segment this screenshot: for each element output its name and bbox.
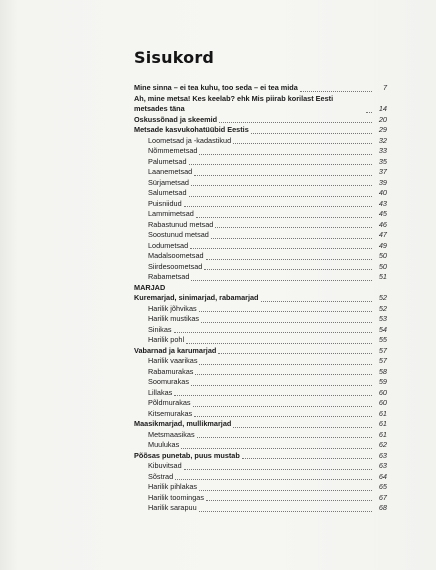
dot-leader <box>218 353 372 354</box>
toc-entry-label: Sinikas <box>148 324 172 334</box>
toc-entry <box>134 440 387 451</box>
toc-entry <box>134 115 387 126</box>
toc-entry <box>134 230 387 241</box>
toc-entry-page-number: 35 <box>378 156 387 166</box>
dot-leader <box>206 500 372 501</box>
toc-entry-page-number: 68 <box>378 503 387 512</box>
toc-entry-label: Harilik vaarikas <box>148 356 198 365</box>
dot-leader <box>194 416 372 417</box>
toc-entry-page-number: 57 <box>378 356 387 365</box>
dot-leader <box>215 227 372 228</box>
toc-entry-label: Puisniidud <box>148 198 182 208</box>
toc-entry-page-number: 7 <box>382 83 387 92</box>
toc-entry <box>134 304 387 315</box>
dot-leader <box>199 490 372 491</box>
toc-entry <box>134 493 387 504</box>
toc-entry-page-number: 54 <box>378 324 387 334</box>
toc-entry-page-number: 52 <box>378 293 387 302</box>
toc-entry <box>134 325 387 336</box>
dot-leader <box>194 175 372 176</box>
dot-leader <box>189 164 372 165</box>
toc-entry-label: Maasikmarjad, mullikmarjad <box>134 419 232 428</box>
dot-leader <box>174 395 372 396</box>
dot-leader <box>366 112 372 113</box>
toc-entry <box>134 451 387 462</box>
toc-entry-page-number: 57 <box>378 345 387 355</box>
toc-entry-page-number: 40 <box>378 188 387 197</box>
toc-entry <box>134 251 387 262</box>
dot-leader <box>174 332 372 333</box>
dot-leader <box>186 343 372 344</box>
dot-leader <box>181 448 372 449</box>
dot-leader <box>206 259 372 260</box>
toc-entry-page-number: 51 <box>378 272 387 281</box>
toc-entry-page-number: 49 <box>378 240 387 250</box>
toc-entry <box>134 83 387 94</box>
dot-leader <box>191 185 372 186</box>
toc-entry-page-number: 58 <box>378 366 387 376</box>
toc-entry-page-number: 67 <box>378 492 387 502</box>
toc-entry-page-number: 60 <box>378 387 387 397</box>
dot-leader <box>300 91 372 92</box>
toc-entry <box>134 209 387 220</box>
toc-entry-page-number: 45 <box>378 209 387 218</box>
toc-entry <box>134 503 387 514</box>
toc-entry-label: Kibuvitsad <box>148 461 182 470</box>
toc-entry <box>134 199 387 210</box>
toc-entry-label: Rabamurakas <box>148 366 194 376</box>
toc-entry-page-number: 20 <box>378 114 387 124</box>
toc-entry-label: Sõstrad <box>148 471 174 481</box>
toc-entry-label: Lillakas <box>148 387 173 397</box>
toc-entry-label: Palumetsad <box>148 156 187 166</box>
toc-entry-label: MARJAD <box>134 282 166 292</box>
dot-leader <box>199 311 372 312</box>
toc-entry-page-number: 63 <box>378 450 387 460</box>
toc-entry <box>134 482 387 493</box>
dot-leader <box>242 458 372 459</box>
toc-entry <box>134 314 387 325</box>
toc-entry-page-number: 29 <box>378 125 387 134</box>
toc-entry-page-number: 46 <box>378 219 387 229</box>
table-of-contents <box>134 83 387 514</box>
toc-entry-label: Lammimetsad <box>148 209 194 218</box>
toc-entry-page-number: 53 <box>378 314 387 323</box>
dot-leader <box>199 364 372 365</box>
toc-entry-page-number: 37 <box>378 167 387 176</box>
toc-entry-page-number: 14 <box>378 104 387 113</box>
toc-entry-label: Harilik mustikas <box>148 314 200 323</box>
toc-entry-page-number: 64 <box>378 471 387 481</box>
toc-entry <box>134 125 387 136</box>
toc-entry-label: Metsmaasikas <box>148 429 195 439</box>
toc-entry-page-number: 61 <box>378 429 387 439</box>
dot-leader <box>211 238 372 239</box>
toc-entry-label: Soostunud metsad <box>148 230 209 239</box>
toc-entry-label: Salumetsad <box>148 188 187 197</box>
toc-entry-page-number: 50 <box>378 251 387 260</box>
dot-leader <box>184 469 372 470</box>
dot-leader <box>196 217 372 218</box>
toc-entry-page-number: 62 <box>378 440 387 449</box>
toc-entry <box>134 335 387 346</box>
toc-entry <box>134 167 387 178</box>
toc-entry-page-number: 55 <box>378 335 387 344</box>
dot-leader <box>199 511 372 512</box>
dot-leader <box>251 133 372 134</box>
dot-leader <box>261 301 372 302</box>
dot-leader <box>204 269 372 270</box>
toc-entry-page-number: 50 <box>378 261 387 271</box>
toc-entry-page-number: 33 <box>378 146 387 155</box>
toc-entry-label: Sürjametsad <box>148 177 189 187</box>
toc-entry-label: Mine sinna – ei tea kuhu, too seda – ei tea mida <box>134 83 298 92</box>
toc-entry-page-number: 65 <box>378 482 387 491</box>
toc-entry <box>134 178 387 189</box>
dot-leader <box>175 479 372 480</box>
dot-leader <box>195 374 372 375</box>
toc-entry <box>134 146 387 157</box>
toc-entry-label: Harilik toomingas <box>148 492 204 502</box>
toc-entry <box>134 188 387 199</box>
toc-entry <box>134 472 387 483</box>
toc-entry-label: Vabarnad ja karumarjad <box>134 345 217 355</box>
toc-entry <box>134 241 387 252</box>
toc-entry-page-number: 47 <box>378 230 387 239</box>
dot-leader <box>233 143 372 144</box>
dot-leader <box>184 206 372 207</box>
toc-entry <box>134 94 387 115</box>
toc-entry-label: Oskussõnad ja skeemid <box>134 114 218 124</box>
dot-leader <box>193 406 372 407</box>
toc-entry-page-number: 52 <box>378 303 387 313</box>
toc-entry-page-number: 60 <box>378 398 387 407</box>
dot-leader <box>233 427 372 428</box>
toc-entry-label: Metsade kasvukohatüübid Eestis <box>134 125 249 134</box>
toc-entry-page-number: 61 <box>378 419 387 428</box>
toc-entry-label: Harilik jõhvikas <box>148 303 197 313</box>
toc-entry <box>134 430 387 441</box>
toc-entry-label: Harilik sarapuu <box>148 503 197 512</box>
toc-entry-page-number: 61 <box>378 408 387 418</box>
toc-entry-page-number: 32 <box>378 135 387 145</box>
toc-entry <box>134 398 387 409</box>
toc-entry-label: Nõmmemetsad <box>148 146 198 155</box>
toc-entry-label: Loometsad ja -kadastikud <box>148 135 232 145</box>
toc-entry-label: Muulukas <box>148 440 180 449</box>
toc-entry-label: Harilik pohl <box>148 335 185 344</box>
toc-entry <box>134 136 387 147</box>
toc-entry-label: Siirdesoometsad <box>148 261 203 271</box>
toc-entry <box>134 419 387 430</box>
toc-entry-label: Laanemetsad <box>148 167 193 176</box>
page-title: Sisukord <box>134 48 215 67</box>
toc-entry-label: Ah, mine metsa! Kes keelab? ehk Mis piirab korilast Eesti metsades täna <box>134 93 334 113</box>
toc-entry-page-number: 39 <box>378 177 387 187</box>
toc-entry <box>134 293 387 304</box>
toc-entry <box>134 262 387 273</box>
dot-leader <box>197 437 372 438</box>
toc-entry <box>134 283 387 294</box>
toc-entry <box>134 409 387 420</box>
toc-entry-label: Põõsas punetab, puus mustab <box>134 450 240 460</box>
toc-entry-page-number: 43 <box>378 198 387 208</box>
toc-entry <box>134 272 387 283</box>
dot-leader <box>191 385 372 386</box>
toc-entry-label: Rabametsad <box>148 272 190 281</box>
toc-entry <box>134 461 387 472</box>
toc-entry-label: Harilik pihlakas <box>148 482 198 491</box>
toc-entry-page-number: 59 <box>378 377 387 386</box>
toc-entry-label: Rabastunud metsad <box>148 219 214 229</box>
toc-entry-page-number: 63 <box>378 461 387 470</box>
toc-entry <box>134 220 387 231</box>
toc-entry <box>134 346 387 357</box>
dot-leader <box>219 122 372 123</box>
dot-leader <box>190 248 372 249</box>
dot-leader <box>189 196 372 197</box>
toc-entry-label: Kuremarjad, sinimarjad, rabamarjad <box>134 293 259 302</box>
dot-leader <box>201 322 372 323</box>
toc-entry-label: Soomurakas <box>148 377 189 386</box>
toc-entry-label: Põldmurakas <box>148 398 191 407</box>
toc-entry <box>134 377 387 388</box>
toc-entry <box>134 367 387 378</box>
toc-entry <box>134 356 387 367</box>
toc-entry-label: Kitsemurakas <box>148 408 193 418</box>
dot-leader <box>191 280 372 281</box>
toc-entry <box>134 388 387 399</box>
toc-entry <box>134 157 387 168</box>
dot-leader <box>199 154 372 155</box>
toc-entry-label: Madalsoometsad <box>148 251 204 260</box>
toc-entry-label: Lodumetsad <box>148 240 189 250</box>
